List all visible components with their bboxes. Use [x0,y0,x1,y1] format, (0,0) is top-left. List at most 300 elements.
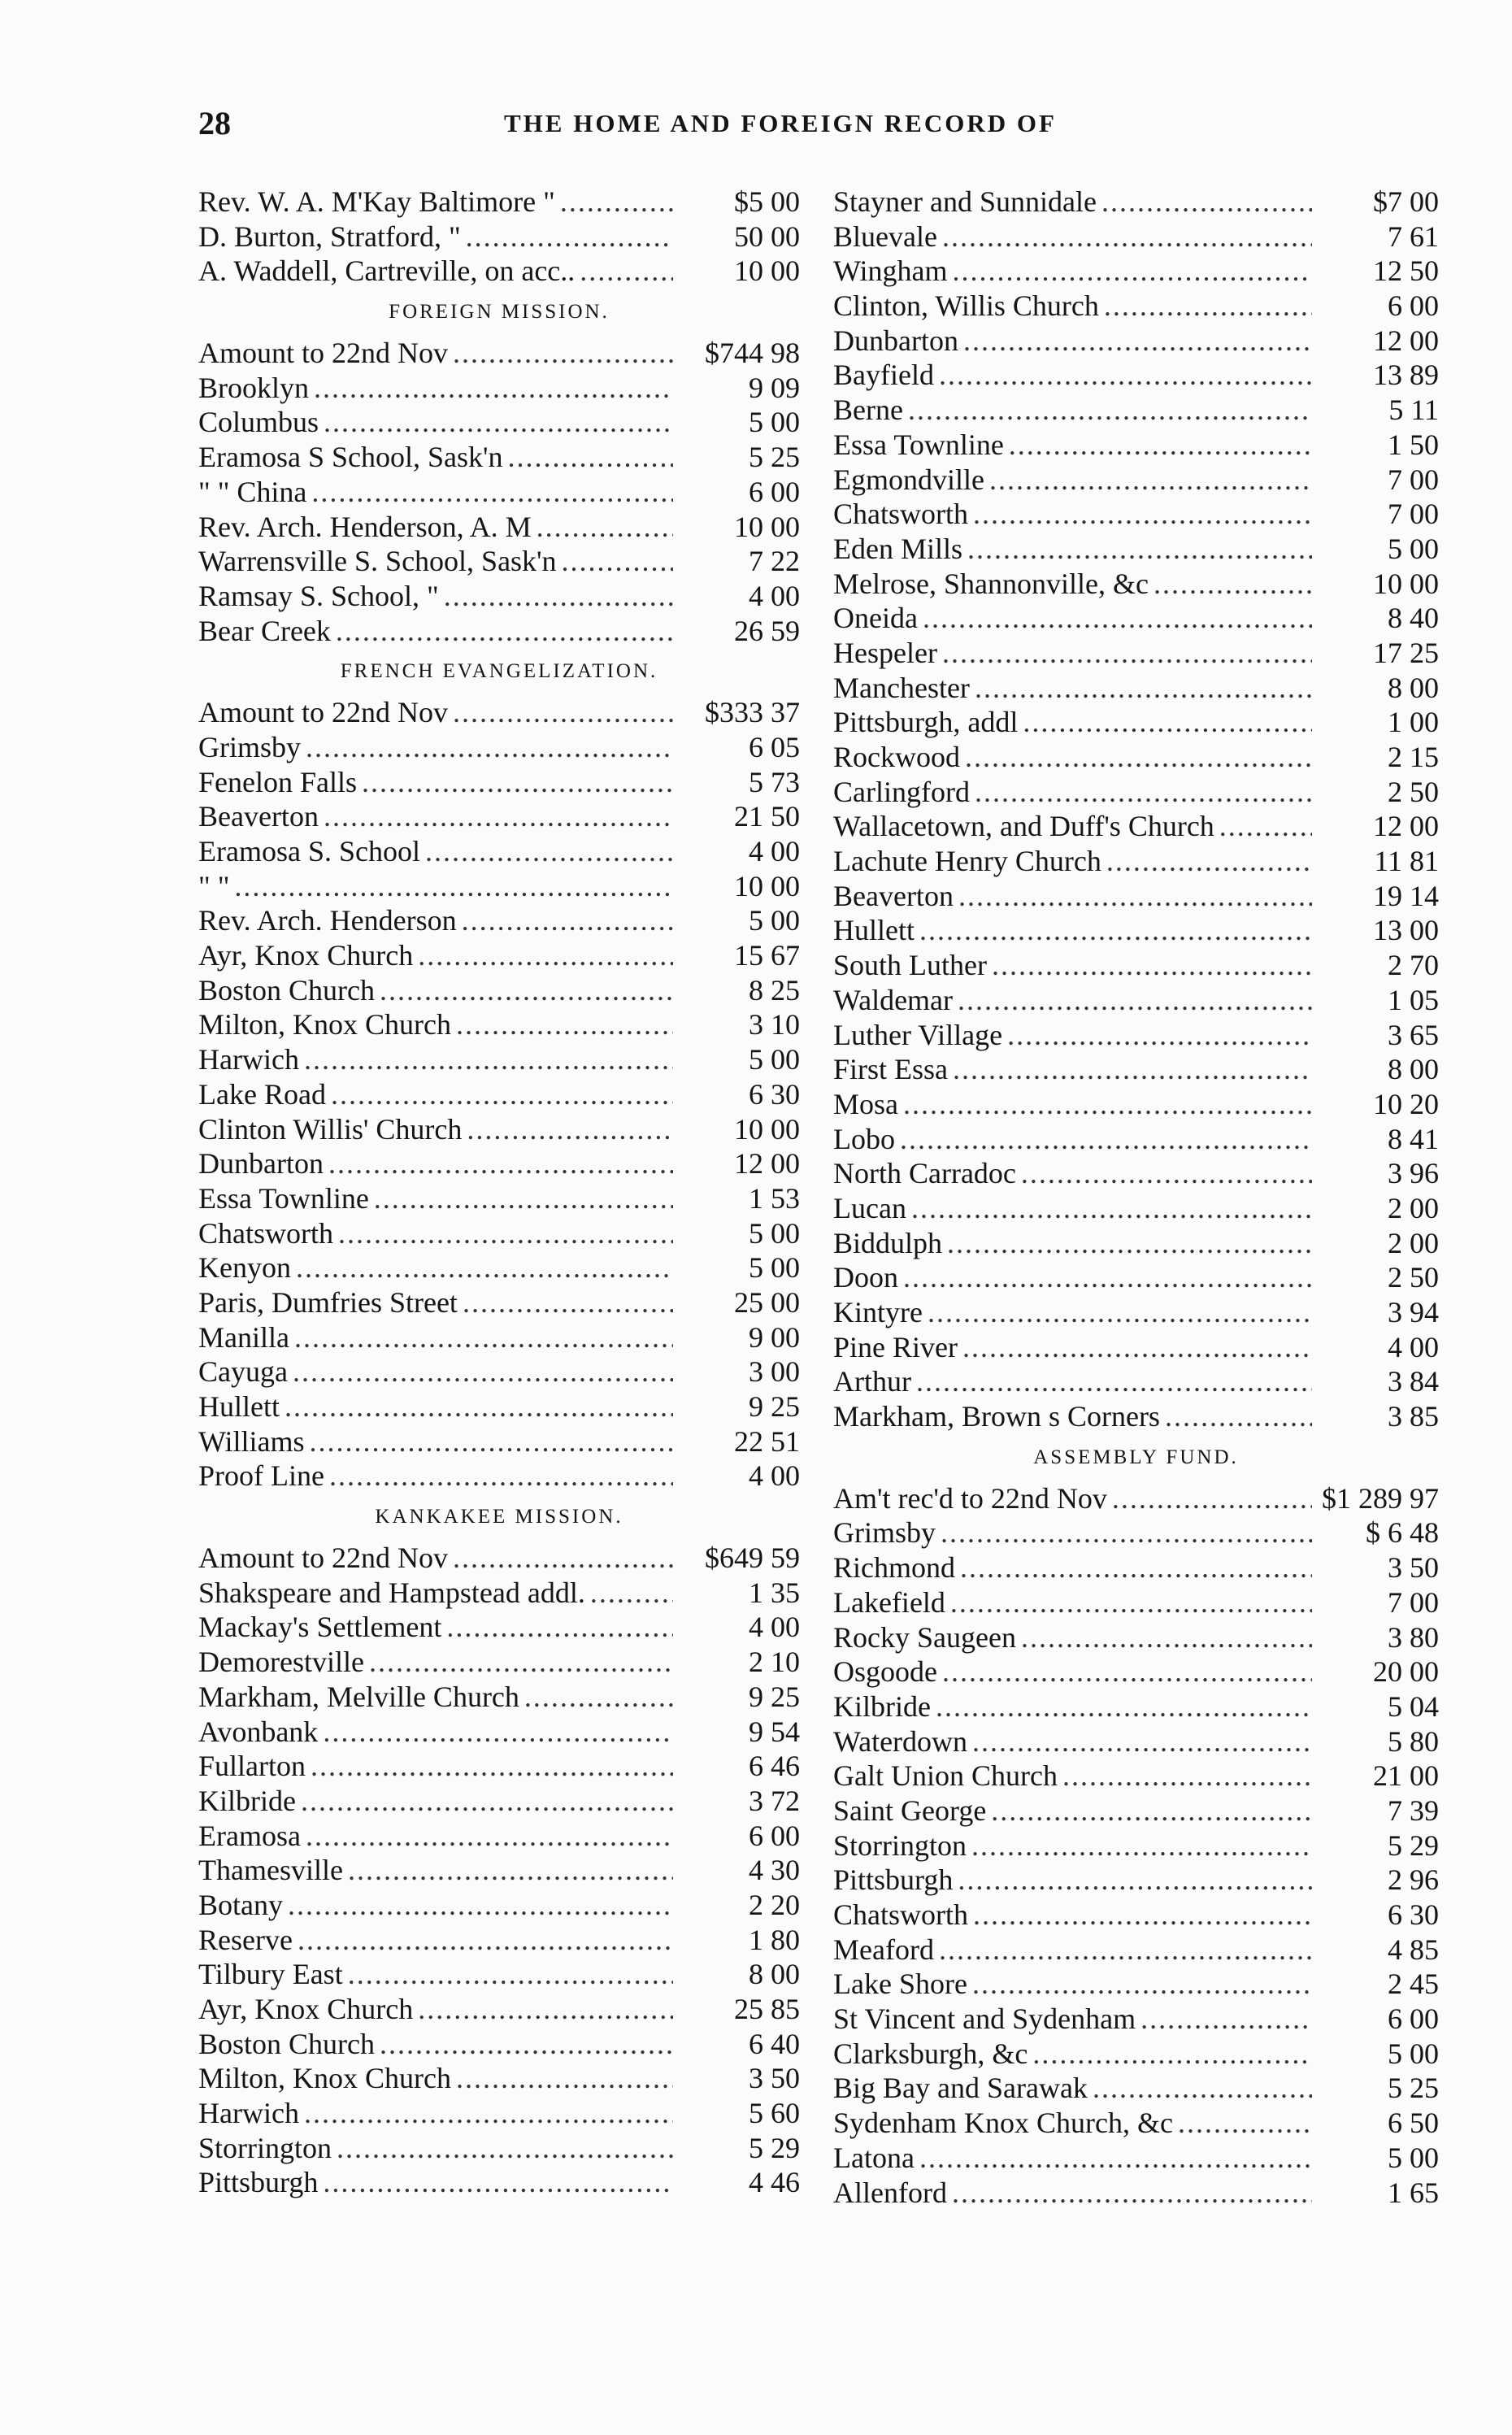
entry-name: Demorestville [198,1646,364,1679]
entry-name: Storrington [833,1828,967,1862]
ledger-row [833,775,1439,810]
entry-name: Stayner and Sunnidale [833,185,1097,218]
entry-amount: 21 00 [1373,1759,1439,1793]
entry-name: Biddulph [833,1226,943,1259]
dot-leader [908,393,1312,428]
entry-amount: 15 67 [734,939,800,972]
entry-name: Pittsburgh [198,2166,319,2199]
dot-leader [1021,1156,1312,1191]
entry-name: Pine River [833,1330,958,1363]
ledger-row [198,1181,800,1216]
dot-leader [310,1424,673,1459]
entry-name: D. Burton, Stratford, " [198,220,461,253]
entry-name: Proof Line [198,1459,324,1493]
entry-amount: 20 00 [1373,1655,1439,1689]
dot-leader [919,913,1312,948]
entry-name: Rev. Arch. Henderson, A. M [198,510,532,543]
entry-amount: 12 00 [734,1147,800,1181]
entry-name: Carlingford [833,775,970,808]
right-column [833,185,1439,2210]
entry-name: Mackay's Settlement [198,1611,442,1644]
entry-amount: $333 37 [705,696,800,729]
ledger-row [833,324,1439,359]
ledger-row [198,1819,800,1854]
ledger-row [198,973,800,1008]
ledger-row [198,1680,800,1715]
entry-name: " " China [198,475,307,508]
ledger-row [833,740,1439,775]
dot-leader [972,1967,1312,2002]
entry-amount: 8 00 [749,1958,800,1991]
dot-leader [338,1216,673,1251]
entry-amount: 13 00 [1373,914,1439,947]
entry-name: Chatsworth [833,1898,968,1931]
entry-amount: 11 81 [1374,845,1439,878]
dot-leader [965,740,1312,775]
dot-leader [456,1007,673,1042]
entry-name: Ayr, Knox Church [198,1993,414,2025]
ledger-row [198,938,800,973]
entry-amount: 4 85 [1388,1933,1439,1966]
ledger-row [833,532,1439,567]
ledger-row [198,405,800,440]
entry-name: Brooklyn [198,371,310,404]
dot-leader [903,1260,1312,1295]
dot-leader [462,903,673,938]
entry-name: Chatsworth [198,1216,333,1250]
entry-amount: 5 00 [749,1216,800,1250]
entry-name: Sydenham Knox Church, &c [833,2107,1173,2140]
entry-amount: 1 65 [1388,2176,1439,2209]
ledger-row [198,1888,800,1923]
dot-leader [936,1689,1312,1724]
page-number: 28 [198,105,231,141]
entry-name: Harwich [198,1043,299,1076]
entry-name: Lobo [833,1122,895,1155]
ledger-row [198,1354,800,1389]
entry-name: Lake Shore [833,1968,967,2001]
ledger-row [198,1285,800,1320]
entry-amount: 3 80 [1388,1620,1439,1654]
ledger-row [833,1052,1439,1087]
entry-amount: 3 94 [1388,1296,1439,1328]
ledger-row [198,336,800,371]
dot-leader [967,532,1312,567]
dot-leader [380,2027,673,2062]
entry-amount: 3 72 [749,1784,800,1817]
kankakee-mission-heading: KANKAKEE MISSION. [375,1506,623,1528]
dot-leader [973,1898,1312,1933]
dot-leader [311,1749,673,1784]
french-evangelization-heading: FRENCH EVANGELIZATION. [340,660,658,683]
entry-amount: $649 59 [705,1541,800,1575]
entry-name: Luther Village [833,1018,1003,1051]
ledger-row [833,1156,1439,1191]
ledger-row [198,1216,800,1251]
foreign-mission-heading: FOREIGN MISSION. [389,301,610,324]
dot-leader [911,1191,1312,1226]
dot-leader [329,1459,673,1494]
dot-leader [947,1226,1312,1261]
dot-leader [900,1122,1312,1157]
entry-amount: 2 10 [749,1646,800,1679]
entry-name: Allenford [833,2176,947,2209]
dot-leader [293,1354,673,1389]
entry-amount: 5 04 [1388,1689,1439,1723]
entry-amount: 6 00 [1388,289,1439,323]
entry-amount: 12 00 [1373,810,1439,843]
entry-name: Beaverton [198,800,319,833]
entry-name: Manilla [198,1320,289,1354]
ledger-row [833,1759,1439,1794]
entry-amount: 5 00 [749,1043,800,1076]
entry-name: Clarksburgh, &c [833,2037,1028,2070]
dot-leader [928,1295,1312,1330]
dot-leader [336,614,673,649]
dot-leader [991,1794,1312,1828]
entry-amount: 5 60 [749,2097,800,2130]
entry-name: Botany [198,1888,283,1921]
dot-leader [380,973,673,1008]
ledger-row [198,220,800,254]
entry-amount: 21 50 [734,800,800,833]
dot-leader [306,730,673,765]
entry-name: Essa Townline [833,428,1004,461]
dot-leader [324,799,673,834]
ledger-row [833,1295,1439,1330]
ledger-row [198,510,800,545]
entry-amount: 5 00 [749,406,800,439]
entry-name: Hullett [833,914,915,947]
entry-amount: 6 05 [749,730,800,763]
ledger-row [833,185,1439,220]
ledger-row [833,1794,1439,1828]
entry-amount: 9 00 [749,1320,800,1354]
ledger-row [833,809,1439,844]
entry-name: Paris, Dumfries Street [198,1285,458,1319]
ledger-row [833,1018,1439,1053]
ledger-row [833,393,1439,428]
dot-leader [418,1992,673,2027]
dot-leader [348,1957,673,1992]
entry-name: Bear Creek [198,614,331,647]
entry-name: North Carradoc [833,1157,1016,1190]
dot-leader [328,1146,673,1181]
entry-amount: 50 00 [734,220,800,253]
ledger-row [833,1481,1439,1516]
ledger-row [833,913,1439,948]
dot-leader [1104,289,1312,324]
entry-name: Pittsburgh, addl [833,706,1019,739]
dot-leader [1141,2002,1312,2037]
dot-leader [301,1784,673,1819]
ledger-row [833,2106,1439,2141]
dot-leader [456,2061,673,2096]
dot-leader [941,1515,1312,1550]
ledger-row [198,544,800,579]
ledger-row [833,1967,1439,2002]
entry-name: Berne [833,394,903,427]
entry-name: Thamesville [198,1854,343,1887]
entry-name: Milton, Knox Church [198,2062,451,2095]
entry-name: Bluevale [833,220,937,253]
ledger-row [833,254,1439,289]
entry-name: Saint George [833,1794,987,1827]
ledger-row [198,1007,800,1042]
entry-name: Grimsby [833,1516,936,1550]
entry-name: Reserve [198,1923,293,1956]
ledger-row [833,1399,1439,1434]
entry-name: Hullett [198,1390,280,1423]
ledger-row [198,2165,800,2200]
entry-name: First Essa [833,1053,949,1086]
entry-name: Latona [833,2141,915,2174]
ledger-row [833,497,1439,532]
ledger-row [198,579,800,614]
entry-amount: 7 61 [1388,220,1439,253]
dot-leader [963,324,1312,359]
dot-leader [234,869,673,904]
ledger-row [198,834,800,869]
dot-leader [304,1042,673,1077]
dot-leader [1154,567,1312,602]
dot-leader [1165,1399,1312,1434]
ledger-row [198,1610,800,1645]
dot-leader [324,405,673,440]
dot-leader [444,579,673,614]
ledger-row [198,254,800,289]
entry-name: Arthur [833,1365,911,1398]
entry-name: Pittsburgh [833,1863,954,1897]
dot-leader [463,1285,673,1320]
entry-amount: 10 20 [1373,1087,1439,1120]
entry-amount: 25 85 [734,1993,800,2025]
assembly-fund-heading: ASSEMBLY FUND. [1033,1446,1239,1468]
ledger-row [198,1112,800,1147]
entry-amount: 8 00 [1388,671,1439,704]
dot-leader [953,1052,1312,1087]
ledger-row [833,671,1439,706]
entry-amount: 4 00 [749,835,800,867]
dot-leader [942,220,1312,254]
entry-amount: 1 53 [749,1181,800,1215]
entry-name: Rocky Saugeen [833,1620,1016,1654]
entry-amount: 7 00 [1388,1585,1439,1619]
entry-name: Kilbride [198,1784,296,1817]
ledger-row [198,799,800,834]
dot-leader [304,2096,673,2131]
entry-amount: 2 45 [1388,1968,1439,2001]
top-entries-list [198,185,800,289]
ledger-row [198,1541,800,1576]
dot-leader [446,1610,673,1645]
ledger-row [198,1957,800,1992]
entry-amount: 7 39 [1388,1794,1439,1827]
ledger-row [833,1654,1439,1689]
entry-amount: 8 40 [1388,602,1439,635]
dot-leader [939,358,1312,393]
entry-name: Wingham [833,254,948,288]
ledger-row [198,1645,800,1680]
ledger-row [198,1749,800,1784]
dot-leader [425,834,673,869]
ledger-row [833,1122,1439,1157]
dot-leader [958,1863,1312,1898]
dot-leader [989,463,1312,498]
entry-name: Rev. Arch. Henderson [198,904,457,937]
entry-name: A. Waddell, Cartreville, on acc.. [198,254,576,288]
entry-amount: 5 11 [1388,394,1439,427]
entry-name: Boston Church [198,2027,376,2060]
entry-name: Dunbarton [833,324,958,357]
dot-leader [958,879,1312,914]
entry-name: Waterdown [833,1724,968,1758]
dot-leader [952,2176,1312,2211]
entry-name: Clinton, Willis Church [833,289,1099,323]
dot-leader [298,1923,673,1958]
entry-amount: 10 00 [734,510,800,543]
entry-amount: 1 80 [749,1923,800,1956]
entry-amount: 1 00 [1388,706,1439,739]
dot-leader [362,765,673,800]
ledger-row [833,601,1439,636]
ledger-row [198,1424,800,1459]
dot-leader [1007,1018,1312,1053]
ledger-row [833,1585,1439,1620]
ledger-row [833,1550,1439,1585]
ledger-row [198,1146,800,1181]
dot-leader [1062,1759,1312,1794]
entry-name: Ramsay S. School, " [198,579,439,612]
ledger-row [198,1250,800,1285]
running-head: THE HOME AND FOREIGN RECORD OF [504,109,1057,137]
dot-leader [560,185,673,220]
dot-leader [923,601,1312,636]
dot-leader [1021,1620,1312,1655]
entry-amount: 5 00 [749,1251,800,1285]
ledger-row [833,220,1439,254]
ledger-row [833,948,1439,983]
entry-name: Amount to 22nd Nov [198,1541,449,1575]
ledger-row [198,1459,800,1494]
dot-leader [1032,2037,1312,2072]
ledger-row [833,1191,1439,1226]
right-top-entries-list [833,185,1439,1434]
entry-name: Clinton Willis' Church [198,1112,463,1146]
ledger-row [198,1992,800,2027]
ledger-row [833,2002,1439,2037]
dot-leader [942,636,1312,671]
entry-amount: 12 50 [1373,254,1439,288]
entry-name: " " [198,869,230,902]
dot-leader [418,938,673,973]
entry-name: Fullarton [198,1750,306,1783]
entry-amount: 9 09 [749,371,800,404]
assembly-fund-list [833,1481,1439,2210]
ledger-row [198,185,800,220]
entry-name: Galt Union Church [833,1759,1058,1793]
ledger-row [833,428,1439,463]
entry-name: Bayfield [833,359,934,392]
entry-name: Fenelon Falls [198,765,357,798]
entry-amount: $1 289 97 [1322,1481,1439,1515]
entry-amount: 9 54 [749,1715,800,1748]
ledger-row [198,765,800,800]
entry-name: Rockwood [833,741,960,773]
dot-leader [992,948,1312,983]
dot-leader [1093,2071,1312,2106]
entry-name: Rev. W. A. M'Kay Baltimore " [198,185,555,218]
ledger-row [198,1576,800,1611]
ledger-row [833,289,1439,324]
entry-name: Warrensville S. School, Sask'n [198,545,557,578]
ledger-row [198,869,800,904]
entry-amount: 8 00 [1388,1053,1439,1086]
entry-amount: 10 00 [734,254,800,288]
dot-leader [374,1181,673,1216]
dot-leader [975,671,1312,706]
entry-name: Eramosa [198,1819,301,1852]
dot-leader [348,1853,673,1888]
entry-name: Storrington [198,2131,332,2164]
foreign-mission-list [198,336,800,648]
dot-leader [1219,809,1312,844]
entry-name: Lakefield [833,1585,945,1619]
entry-name: Am't rec'd to 22nd Nov [833,1481,1107,1515]
entry-amount: 6 00 [749,1819,800,1852]
entry-name: Harwich [198,2097,299,2130]
ledger-row [198,2061,800,2096]
entry-amount: 1 05 [1388,983,1439,1016]
ledger-row [198,2131,800,2166]
dot-leader [958,983,1312,1018]
dot-leader [466,220,673,254]
entry-amount: 3 50 [1388,1551,1439,1585]
dot-leader [314,371,673,406]
ledger-row [198,614,800,649]
entry-amount: 5 73 [749,765,800,798]
kankakee-mission-list [198,1541,800,2200]
entry-name: Lake Road [198,1077,326,1111]
entry-amount: 6 30 [1388,1898,1439,1931]
entry-amount: 26 59 [734,614,800,647]
ledger-row [198,440,800,475]
entry-name: Wallacetown, and Duff's Church [833,810,1214,843]
entry-name: Chatsworth [833,498,968,531]
entry-name: Eramosa S School, Sask'n [198,441,503,474]
ledger-row [833,1863,1439,1898]
entry-name: Osgoode [833,1655,937,1689]
dot-leader [962,1330,1312,1365]
ledger-row [833,2037,1439,2072]
dot-leader [590,1576,673,1611]
entry-name: Meaford [833,1933,934,1966]
entry-amount: 6 50 [1388,2107,1439,2140]
ledger-row [833,2071,1439,2106]
entry-name: Williams [198,1424,305,1458]
dot-leader [919,2141,1312,2176]
entry-amount: 2 70 [1388,949,1439,982]
ledger-row [833,1364,1439,1399]
entry-amount: 22 51 [734,1424,800,1458]
entry-amount: 3 84 [1388,1365,1439,1398]
entry-amount: 8 41 [1388,1122,1439,1155]
entry-amount: 25 00 [734,1285,800,1319]
entry-amount: 4 46 [749,2166,800,2199]
ledger-row [198,1042,800,1077]
ledger-row [833,636,1439,671]
ledger-row [833,844,1439,879]
